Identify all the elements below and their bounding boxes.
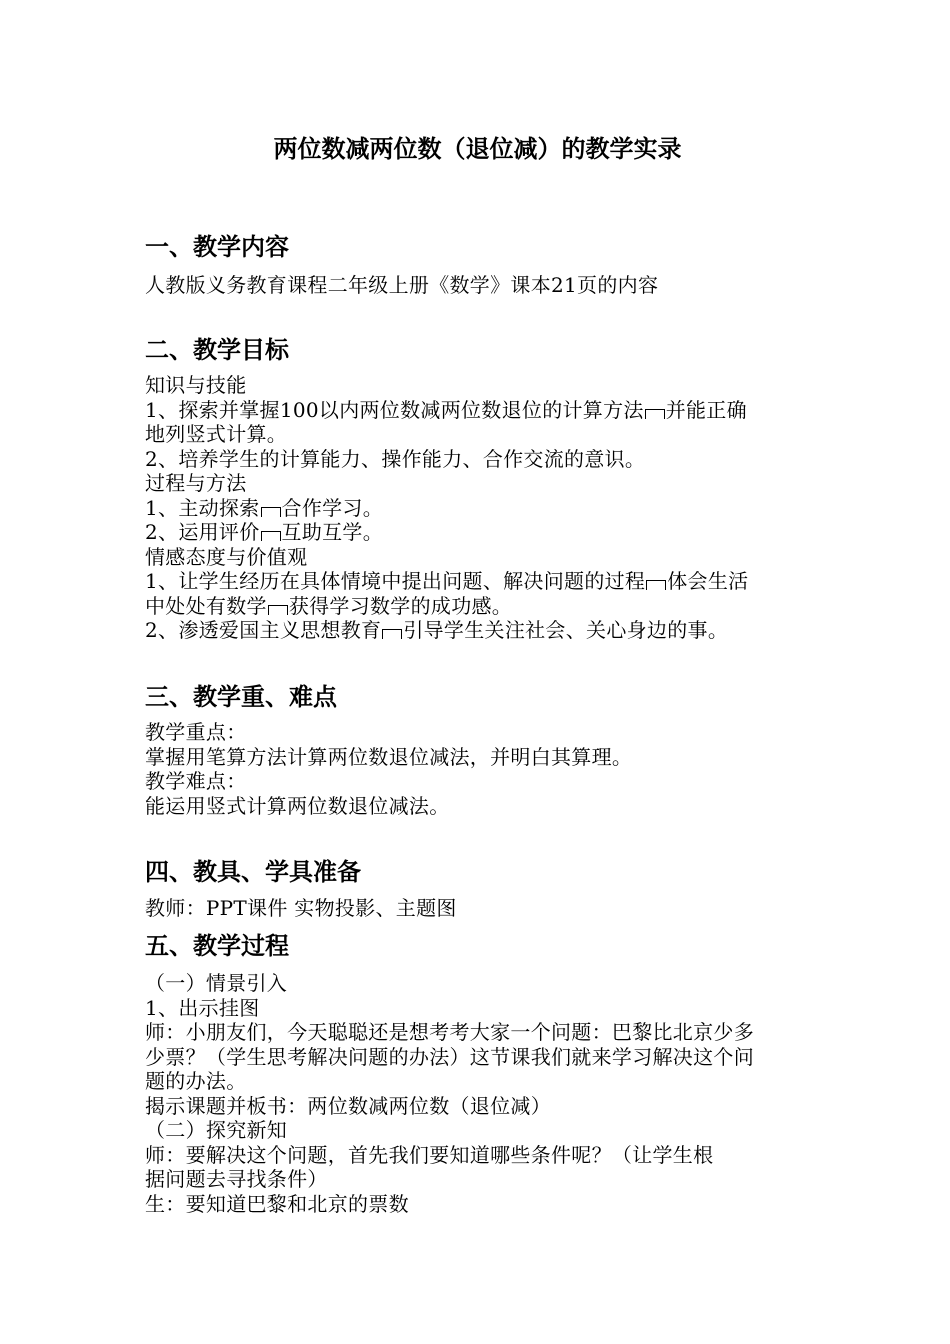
paragraph-line: （二）探究新知 [145, 1118, 288, 1142]
section-1-text: 人教版义务教育课程二年级上册《数学》课本21页的内容 [145, 273, 659, 297]
text-run: 并能正确 [665, 397, 747, 422]
paragraph-line: 过程与方法 [145, 471, 247, 495]
paragraph-line: 1、出示挂图 [145, 995, 260, 1020]
paragraph-line: 情感态度与价值观 [145, 544, 308, 569]
paragraph-line: 据问题去寻找条件） [145, 1167, 328, 1191]
paragraph-line [145, 594, 810, 619]
paragraph-line [145, 398, 810, 423]
section-4-text: 教师：PPT课件 实物投影、主题图 [145, 896, 457, 920]
paragraph-line: 生：要知道巴黎和北京的票数 [145, 1191, 409, 1216]
section-3-heading: 三、教学重、难点 [145, 682, 337, 711]
paragraph-line [145, 496, 810, 521]
paragraph-line: 教学难点： [145, 769, 247, 793]
text-run: 2、渗透爱国主义思想教育 [145, 618, 382, 642]
gap-mark-icon [382, 629, 402, 639]
paragraph-line: 题的办法。 [145, 1069, 247, 1093]
text-run: 中处处有数学 [145, 593, 267, 618]
paragraph-line [145, 569, 810, 594]
section-5-heading: 五、教学过程 [145, 931, 289, 960]
text-run: 体会生活 [667, 569, 749, 593]
document-title: 两位数减两位数（退位减）的教学实录 [273, 134, 682, 163]
paragraph-line: 掌握用笔算方法计算两位数退位减法，并明白其算理。 [145, 744, 633, 769]
text-run: 1、探索并掌握100以内两位数减两位数退位的计算方法 [145, 397, 644, 422]
paragraph-line [145, 520, 810, 545]
gap-mark-icon [261, 531, 281, 541]
gap-mark-icon [645, 409, 665, 419]
gap-mark-icon [268, 605, 288, 615]
text-run: 合作学习。 [281, 495, 384, 520]
paragraph-line: 揭示课题并板书：两位数减两位数（退位减） [145, 1093, 551, 1118]
section-3-body [145, 720, 810, 818]
paragraph-line: （一）情景引入 [145, 971, 288, 995]
section-1-heading: 一、教学内容 [145, 232, 289, 261]
paragraph-line: 能运用竖式计算两位数退位减法。 [145, 793, 450, 818]
text-run: 互助互学。 [281, 520, 384, 544]
text-run: 1、主动探索 [145, 495, 260, 520]
paragraph-line: 地列竖式计算。 [145, 422, 288, 446]
gap-mark-icon [646, 580, 666, 590]
section-5-body [145, 971, 810, 1216]
paragraph-line: 2、培养学生的计算能力、操作能力、合作交流的意识。 [145, 446, 646, 471]
paragraph-line: 少票？（学生思考解决问题的办法）这节课我们就来学习解决这个问 [145, 1044, 754, 1069]
section-2-heading: 二、教学目标 [145, 335, 289, 364]
paragraph-line: 知识与技能 [145, 373, 247, 397]
section-2-body [145, 373, 810, 643]
text-run: 获得学习数学的成功感。 [288, 593, 513, 618]
text-run: 引导学生关注社会、关心身边的事。 [403, 618, 729, 642]
text-run: 1、让学生经历在具体情境中提出问题、解决问题的过程 [145, 569, 646, 593]
paragraph-line: 教学重点： [145, 720, 247, 744]
section-4-heading: 四、教具、学具准备 [145, 857, 361, 886]
paragraph-line [145, 618, 810, 643]
gap-mark-icon [261, 507, 281, 517]
text-run: 2、运用评价 [145, 520, 260, 544]
paragraph-line: 师：要解决这个问题，首先我们要知道哪些条件呢？（让学生根 [145, 1142, 714, 1167]
paragraph-line: 师：小朋友们，今天聪聪还是想考考大家一个问题：巴黎比北京少多 [145, 1020, 754, 1044]
